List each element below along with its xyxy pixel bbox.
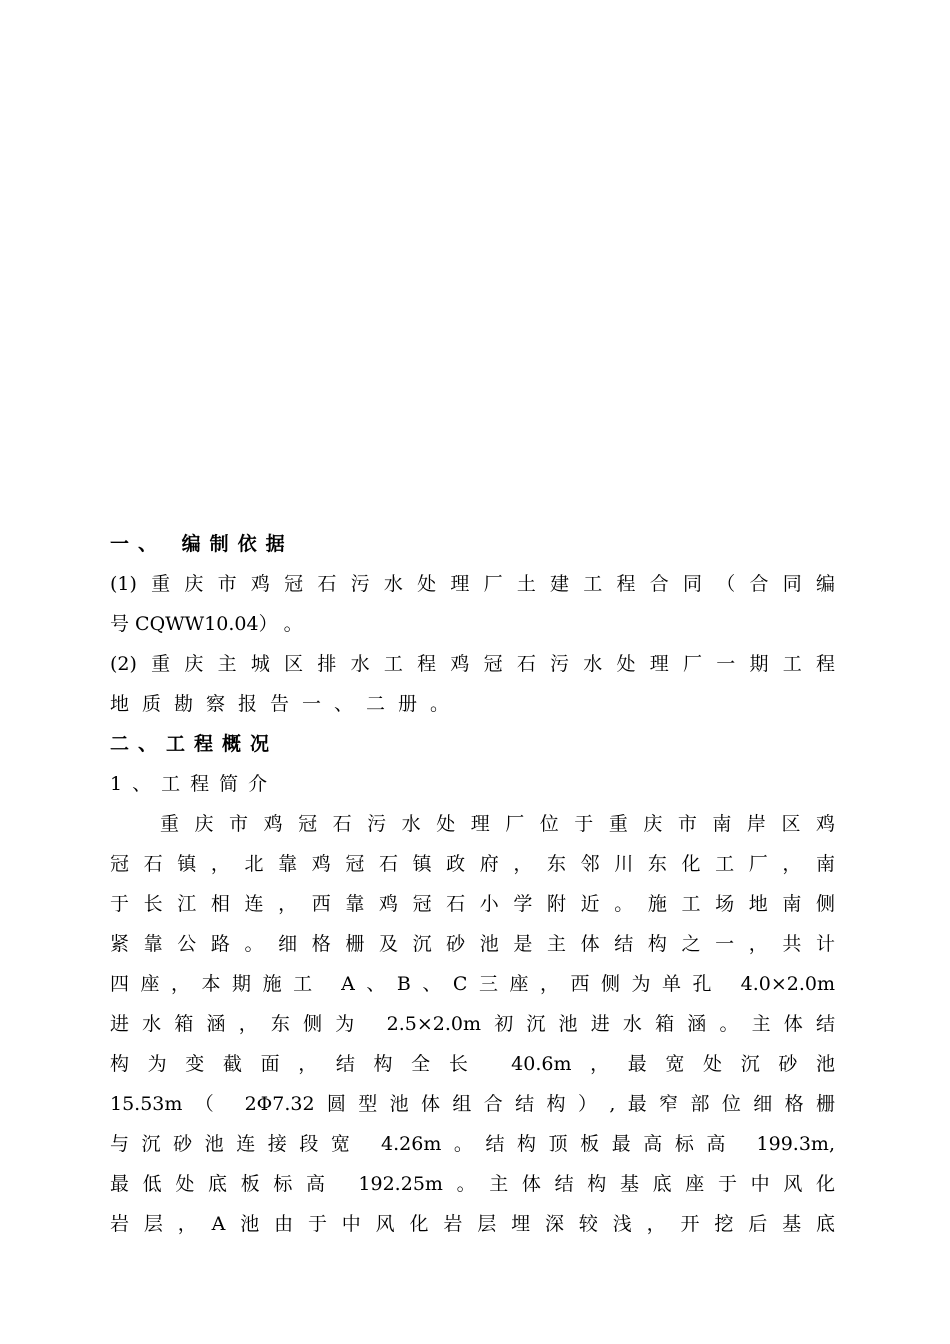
paragraph-line: (2)重庆主城区排水工程鸡冠石污水处理厂一期工程: [110, 653, 835, 675]
paragraph-line: 紧靠公路。细格栅及沉砂池是主体结构之一，共计: [110, 933, 835, 955]
paragraph-line: (1)重庆市鸡冠石污水处理厂土建工程合同（合同编: [110, 573, 835, 595]
subsection-heading-intro: 1、工程简介: [110, 773, 278, 795]
paragraph-line: 最低处底板标高 192.25m。主体结构基底座于中风化: [110, 1173, 835, 1195]
paragraph-line: 地质勘察报告一、二册。: [110, 693, 463, 715]
paragraph-line: 构为变截面，结构全长 40.6m，最宽处沉砂池: [110, 1053, 835, 1075]
paragraph-line: 四座，本期施工 A、B、C三座，西侧为单孔 4.0×2.0m: [110, 973, 835, 995]
paragraph-line: 于长江相连，西靠鸡冠石小学附近。施工场地南侧: [110, 893, 835, 915]
paragraph-line: 15.53m（ 2Φ7.32圆型池体组合结构）,最窄部位细格栅: [110, 1093, 835, 1115]
paragraph-line: 进水箱涵，东侧为 2.5×2.0m初沉池进水箱涵。主体结: [110, 1013, 835, 1035]
paragraph-line: 岩层，A池由于中风化岩层埋深较浅，开挖后基底: [110, 1213, 835, 1235]
paragraph-line: 重庆市鸡冠石污水处理厂位于重庆市南岸区鸡: [160, 813, 835, 835]
paragraph-line: 号 CQWW10.04） 。: [110, 613, 303, 635]
section-heading-overview: 二、工程概况: [110, 733, 279, 755]
paragraph-line: 冠石镇，北靠鸡冠石镇政府，东邻川东化工厂，南: [110, 853, 835, 875]
section-heading-basis: 一、 编制依据: [110, 533, 294, 555]
paragraph-line: 与沉砂池连接段宽 4.26m。结构顶板最高标高 199.3m,: [110, 1133, 835, 1155]
